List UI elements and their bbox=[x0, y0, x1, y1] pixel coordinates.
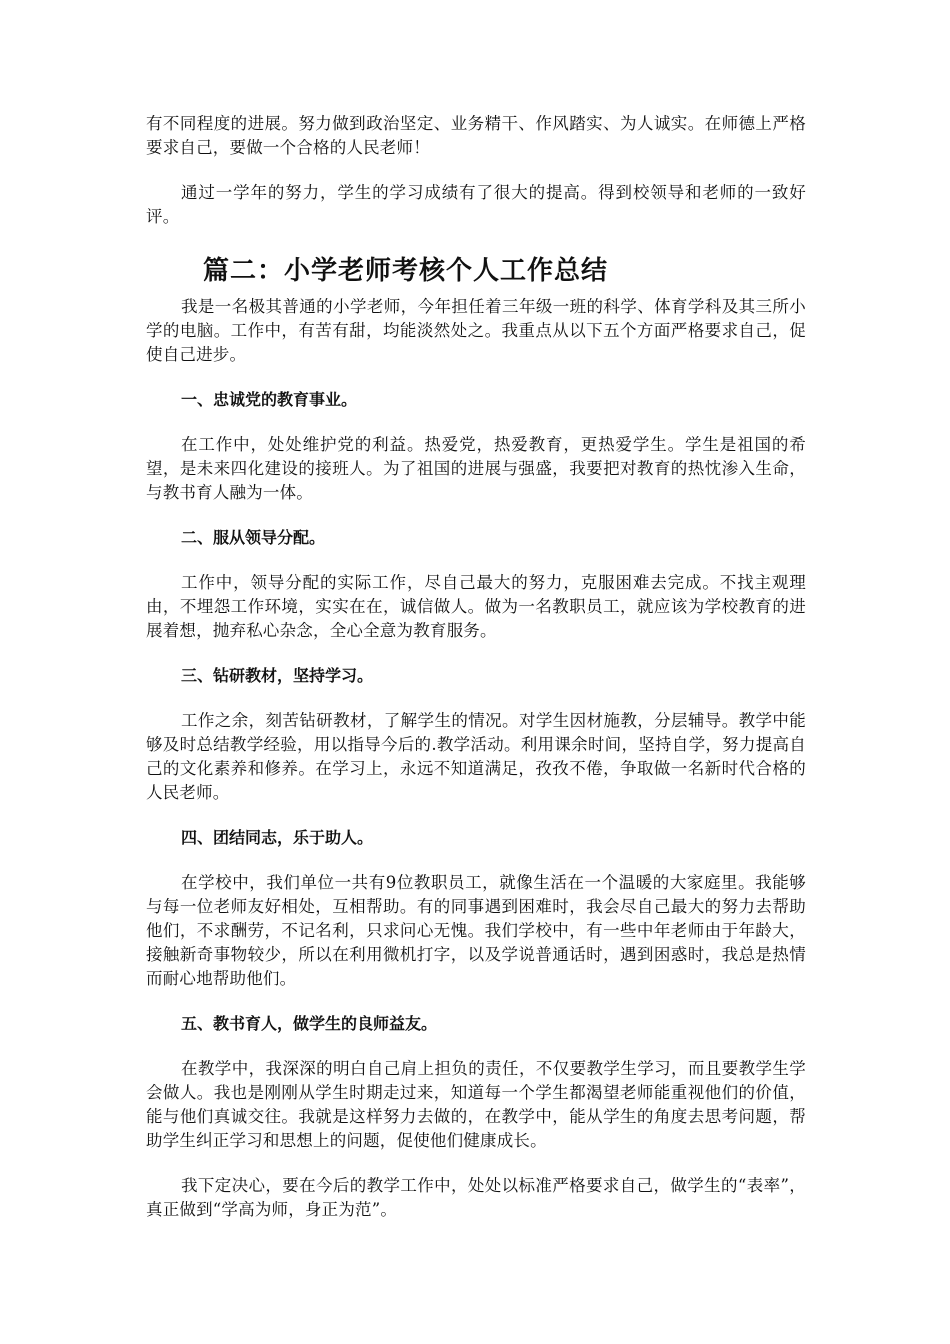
section-paragraph: 工作中，领导分配的实际工作，尽自己最大的努力，克服困难去完成。不找主观理由，不埋怨工作环境，实实在在，诚信做人。做为一名教职员工，就应该为学校教育的进展着想，抛弃私心杂念，全心全意为教育服务。 bbox=[146, 573, 806, 640]
intro-paragraph: 有不同程度的进展。努力做到政治坚定、业务精干、作风踏实、为人诚实。在师德上严格要求自己，要做一个合格的人民老师！ bbox=[146, 114, 806, 157]
section-heading: 三、钻研教材，坚持学习。 bbox=[181, 666, 374, 685]
section-paragraph: 工作之余，刻苦钻研教材，了解学生的情况。对学生因材施教，分层辅导。教学中能够及时总结教学经验，用以指导今后的.教学活动。利用课余时间，坚持自学，努力提高自己的文化素养和修养。在学习上，永远不知道满足，孜孜不倦，争取做一名新时代合格的人民老师。 bbox=[146, 711, 806, 802]
section-heading: 二、服从领导分配。 bbox=[181, 528, 326, 547]
section-paragraph: 在教学中，我深深的明白自己肩上担负的责任，不仅要教学生学习，而且要教学生学会做人。我也是刚刚从学生时期走过来，知道每一个学生都渴望老师能重视他们的价值，能与他们真诚交往。我就是这样努力去做的，在教学中，能从学生的角度去思考问题，帮助学生纠正学习和思想上的问题，促使他们健康成长。 bbox=[146, 1059, 806, 1150]
article-title: 篇二：小学老师考核个人工作总结 bbox=[203, 256, 609, 286]
opening-paragraph: 我是一名极其普通的小学老师，今年担任着三年级一班的科学、体育学科及其三所小学的电脑。工作中，有苦有甜，均能淡然处之。我重点从以下五个方面严格要求自己，促使自己进步。 bbox=[146, 297, 806, 364]
section-heading: 一、忠诚党的教育事业。 bbox=[181, 390, 358, 409]
section-heading: 四、团结同志，乐于助人。 bbox=[181, 828, 374, 847]
section-paragraph: 在工作中，处处维护党的利益。热爱党，热爱教育，更热爱学生。学生是祖国的希望，是未来四化建设的接班人。为了祖国的进展与强盛，我要把对教育的热忱渗入生命，与教书育人融为一体。 bbox=[146, 435, 806, 502]
intro-paragraph: 通过一学年的努力，学生的学习成绩有了很大的提高。得到校领导和老师的一致好评。 bbox=[146, 183, 806, 226]
closing-paragraph: 我下定决心，要在今后的教学工作中，处处以标准严格要求自己，做学生的“表率”，真正做到“学高为师，身正为范”。 bbox=[146, 1176, 806, 1219]
document-page bbox=[146, 112, 806, 1222]
section-paragraph: 在学校中，我们单位一共有9位教职员工，就像生活在一个温暖的大家庭里。我能够与每一位老师友好相处，互相帮助。有的同事遇到困难时，我会尽自己最大的努力去帮助他们，不求酬劳，不记名利，只求问心无愧。我们学校中，有一些中年老师由于年龄大，接触新奇事物较少，所以在利用微机打字，以及学说普通话时，遇到困惑时，我总是热情而耐心地帮助他们。 bbox=[146, 873, 806, 988]
section-heading: 五、教书育人，做学生的良师益友。 bbox=[181, 1014, 438, 1033]
